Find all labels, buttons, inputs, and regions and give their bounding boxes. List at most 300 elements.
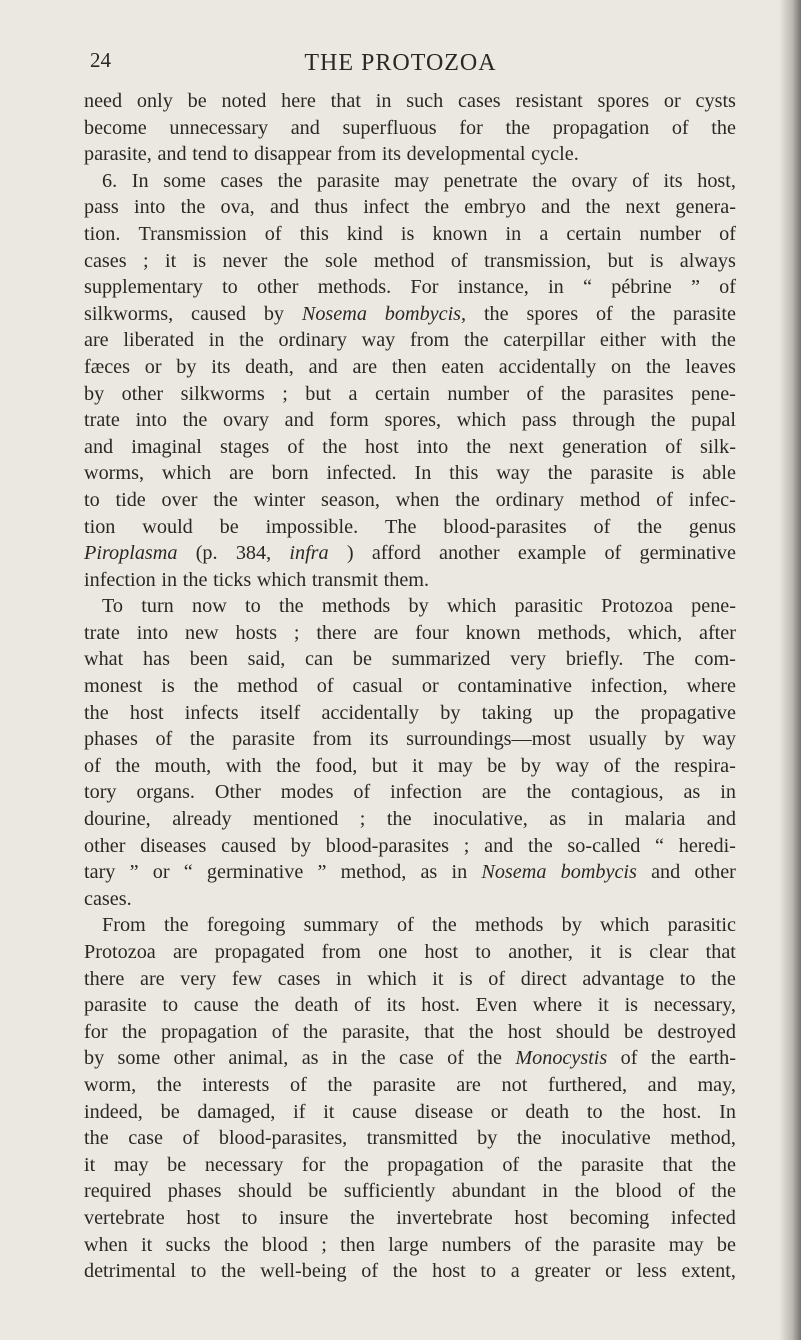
word: the	[322, 435, 347, 458]
text-line	[84, 1019, 736, 1046]
word: the	[505, 116, 531, 139]
word: be	[167, 1153, 187, 1176]
word: to	[162, 994, 179, 1017]
word: of	[361, 1260, 379, 1283]
word: only	[136, 90, 173, 112]
word: winter	[253, 488, 306, 511]
word: parasite	[592, 1233, 656, 1256]
text-line	[84, 700, 736, 727]
word: detrimental	[84, 1260, 176, 1283]
word: of	[488, 967, 506, 990]
word: resistant	[515, 90, 583, 112]
word: itself	[259, 701, 301, 724]
word: ova,	[220, 196, 255, 219]
text-line	[84, 859, 736, 886]
word: from	[321, 941, 361, 963]
word: and	[484, 834, 514, 857]
word: where	[532, 994, 583, 1017]
word: other	[121, 382, 164, 405]
word: the	[547, 462, 573, 485]
word: modes	[280, 781, 334, 804]
word: which	[367, 967, 417, 990]
word: number	[447, 382, 510, 405]
word: 384,	[235, 542, 272, 565]
word: methods,	[537, 621, 611, 644]
word: advantage	[582, 967, 665, 990]
word: its	[663, 169, 683, 192]
word: infection	[84, 568, 156, 591]
word: but	[371, 754, 398, 777]
word: 6.	[102, 169, 118, 192]
word: or	[605, 1260, 622, 1283]
word: by	[84, 1047, 105, 1070]
word: some	[117, 1047, 161, 1070]
word: worms,	[84, 462, 145, 485]
word: cases	[277, 967, 321, 990]
word: when	[84, 1233, 128, 1256]
word: propagation	[552, 116, 650, 139]
text-line	[84, 274, 736, 301]
word: pupal	[691, 409, 736, 432]
word: and	[651, 861, 681, 884]
word: From	[102, 914, 146, 937]
word: summarized	[391, 648, 491, 671]
word: pass	[521, 409, 557, 432]
word: the	[554, 1233, 580, 1256]
word: for	[84, 1020, 108, 1043]
word: blood	[615, 1180, 662, 1203]
word: impossible.	[265, 515, 359, 538]
word: “	[583, 276, 592, 299]
word: In	[719, 1100, 736, 1123]
word: of	[671, 116, 689, 139]
word: “	[183, 861, 193, 884]
word: invertebrate	[396, 1206, 493, 1229]
word: the	[424, 196, 450, 219]
word: by	[290, 834, 311, 857]
word: the	[327, 1073, 353, 1096]
word: silkworms	[180, 382, 265, 405]
word: direct	[520, 967, 567, 990]
word: season,	[321, 488, 380, 511]
word: ;	[463, 834, 470, 857]
word: it	[141, 1233, 153, 1256]
word: usually	[588, 728, 647, 751]
word: afford	[371, 542, 421, 565]
word: silkworms,	[84, 302, 174, 325]
word: the	[278, 595, 304, 618]
word: )	[346, 542, 354, 565]
word: way	[496, 462, 530, 485]
word: noted	[221, 90, 267, 112]
word: of	[447, 1047, 464, 1070]
word: To	[102, 595, 124, 618]
word: contaminative	[457, 675, 572, 698]
word: the	[594, 701, 620, 724]
word: known	[465, 621, 521, 644]
word: Protozoa	[84, 941, 156, 963]
word: the	[432, 914, 457, 937]
word: into	[136, 621, 169, 644]
word: which	[600, 914, 650, 937]
italic-word: Nosema	[481, 861, 547, 884]
word: sole	[324, 249, 358, 272]
word: a	[539, 222, 549, 245]
word: embryo	[464, 196, 526, 219]
word: phases	[167, 1180, 222, 1203]
word: tion	[84, 515, 116, 538]
text-line	[84, 327, 736, 354]
word: this	[449, 462, 479, 485]
word: one	[378, 941, 408, 963]
word: ”	[690, 276, 700, 299]
word: infected	[670, 1206, 736, 1229]
word: or	[152, 861, 170, 884]
text-line	[84, 354, 736, 381]
word: such	[406, 90, 444, 112]
word: mentioned	[253, 808, 339, 831]
word: certain	[374, 382, 430, 405]
word: as	[549, 808, 567, 831]
text-line	[84, 1178, 736, 1205]
word: ;	[359, 808, 366, 831]
word: is	[624, 994, 639, 1017]
word: the	[115, 754, 141, 777]
text-line	[84, 487, 736, 514]
word: vertebrate	[84, 1206, 165, 1229]
word: method,	[670, 1127, 736, 1150]
word: host	[432, 1260, 466, 1283]
word: case	[128, 1127, 163, 1150]
word: in	[548, 276, 564, 299]
word: if	[293, 1100, 306, 1123]
word: heredi-	[678, 834, 736, 857]
word: caused	[191, 302, 246, 325]
word: instance,	[457, 276, 529, 299]
word: spores	[597, 90, 650, 112]
word: ;	[282, 382, 288, 405]
text-line	[84, 806, 736, 833]
word: tion.	[84, 222, 121, 245]
word: are	[84, 329, 109, 352]
word: the	[477, 1047, 502, 1070]
word: developmental	[406, 143, 526, 166]
word: cases	[220, 169, 264, 192]
word: the	[283, 249, 309, 272]
italic-word: bombycis,	[384, 302, 467, 325]
word: but	[305, 382, 332, 405]
word: been	[189, 648, 228, 671]
word: tend	[192, 143, 228, 166]
word: the	[468, 1020, 494, 1043]
text-line	[84, 886, 736, 913]
word: next	[625, 196, 661, 219]
word: and	[541, 196, 571, 219]
word: parasitic	[667, 914, 736, 937]
word: respira-	[674, 754, 736, 777]
word: host	[186, 1206, 220, 1229]
word: now	[192, 595, 227, 618]
word: or	[144, 355, 162, 378]
word: host.	[662, 1100, 702, 1123]
word: number	[639, 222, 702, 245]
word: host	[424, 941, 459, 963]
word: is	[670, 462, 685, 485]
word: may	[113, 1153, 149, 1176]
word: or	[663, 90, 681, 112]
word: methods	[474, 914, 544, 937]
word: Even	[475, 994, 518, 1017]
word: host	[129, 701, 164, 724]
word: the	[182, 409, 208, 432]
word: and	[157, 143, 187, 166]
word: death	[294, 994, 339, 1017]
word: through	[572, 409, 636, 432]
word: them.	[383, 568, 430, 591]
word: the	[645, 355, 671, 378]
text-line	[84, 460, 736, 487]
word: may	[394, 169, 430, 192]
word: the	[711, 967, 736, 990]
word: food,	[315, 754, 358, 777]
word: transmit	[311, 568, 378, 591]
word: of	[656, 488, 673, 511]
word: this	[299, 222, 329, 245]
word: up	[553, 701, 574, 724]
word: host,	[697, 169, 736, 192]
word: other	[694, 861, 736, 884]
word: cases.	[84, 887, 132, 910]
word: of	[502, 1153, 520, 1176]
word: large	[388, 1233, 429, 1256]
word: Protozoa	[601, 595, 673, 618]
word: and	[647, 1073, 677, 1096]
word: by	[408, 595, 429, 618]
text-line	[84, 1125, 736, 1152]
word: organs.	[136, 781, 195, 804]
word: For	[410, 276, 439, 299]
word: next	[509, 435, 544, 458]
word: clear	[649, 941, 689, 963]
word: sufficiently	[343, 1180, 436, 1203]
word: should	[238, 1180, 292, 1203]
word: blood-parasites	[325, 834, 450, 857]
word: other	[84, 834, 126, 857]
word: there	[316, 621, 357, 644]
word: is	[649, 249, 664, 272]
word: of	[526, 382, 544, 405]
word: that	[662, 1153, 693, 1176]
word: of	[182, 1127, 200, 1150]
word: parasite	[84, 994, 147, 1017]
word: eaten	[441, 355, 484, 378]
text-line	[84, 1099, 736, 1126]
word: cycle.	[531, 143, 579, 166]
word: the	[537, 1153, 563, 1176]
word: disease	[414, 1100, 474, 1123]
word: casual	[352, 675, 403, 698]
word: said,	[247, 648, 286, 671]
word: to	[245, 595, 261, 618]
word: ;	[293, 621, 300, 644]
word: of	[593, 515, 611, 538]
word: methods	[321, 595, 391, 618]
word: by	[561, 914, 582, 937]
word: the	[193, 675, 219, 698]
word: may	[668, 1233, 704, 1256]
running-title: THE PROTOZOA	[304, 50, 497, 76]
word: would	[142, 515, 193, 538]
word: caterpillar	[503, 329, 586, 352]
word: parasite	[673, 302, 736, 325]
word: of	[678, 1180, 695, 1203]
word: of	[719, 222, 736, 245]
text-line	[84, 912, 736, 939]
word: its	[211, 355, 231, 378]
word: not	[501, 1073, 528, 1096]
word: infec-	[688, 488, 736, 511]
word: it	[432, 967, 444, 990]
word: tary	[84, 861, 116, 884]
word: it	[323, 1100, 335, 1123]
word: The	[385, 515, 417, 538]
word: the	[239, 329, 264, 352]
word: propagation	[387, 1153, 484, 1176]
word: the	[455, 488, 480, 511]
word: of	[620, 1047, 638, 1070]
word: silk-	[700, 435, 736, 458]
word: few	[231, 967, 263, 990]
word: trate	[84, 621, 120, 644]
italic-word: Piroplasma	[84, 542, 178, 565]
word: in	[587, 808, 604, 831]
word: which	[446, 595, 497, 618]
word: propagation	[160, 1020, 258, 1043]
word: transmitted	[366, 1127, 458, 1150]
word: germinative	[639, 542, 736, 565]
word: able	[702, 462, 736, 485]
word: and	[284, 409, 314, 432]
word: imaginal	[131, 435, 202, 458]
word: greater	[534, 1260, 591, 1283]
word: what	[84, 648, 124, 671]
word: trate	[84, 409, 120, 432]
word: infect	[363, 196, 410, 219]
text-line	[84, 248, 736, 275]
word: transmission,	[484, 249, 592, 272]
word: penetrate	[443, 169, 518, 192]
word: the	[84, 1127, 109, 1150]
word: inoculative	[561, 1127, 651, 1150]
word: of	[603, 754, 621, 777]
word: propagative	[640, 701, 736, 724]
word: genera-	[675, 196, 736, 219]
word: into	[134, 196, 166, 219]
word: for	[301, 1153, 326, 1176]
word: the	[213, 488, 238, 511]
word: method	[579, 488, 641, 511]
word: malaria	[624, 808, 686, 831]
page-header	[0, 48, 801, 82]
word: of	[271, 1020, 289, 1043]
word: the	[189, 728, 215, 751]
word: parasite,	[84, 143, 152, 166]
word: the	[463, 329, 489, 352]
word: blood-parasites	[443, 515, 567, 538]
word: thus	[314, 196, 348, 219]
word: interests	[202, 1073, 270, 1096]
word: is	[459, 967, 473, 990]
text-line	[84, 646, 736, 673]
word: spores,	[384, 409, 442, 432]
text-line	[84, 620, 736, 647]
word: numbers	[441, 1233, 512, 1256]
word: on	[611, 355, 632, 378]
word: are	[140, 967, 165, 990]
word: of	[287, 435, 305, 458]
word: a	[510, 1260, 520, 1283]
word: the	[360, 1047, 386, 1070]
text-line	[84, 221, 736, 248]
word: required	[84, 1180, 152, 1203]
word: inoculative,	[433, 808, 528, 831]
word: another	[439, 542, 500, 565]
word: ”	[317, 861, 327, 884]
word: ovary	[223, 409, 269, 432]
word: case	[399, 1047, 434, 1070]
text-line	[84, 1152, 736, 1179]
text-line	[84, 726, 736, 753]
word: are	[373, 621, 399, 644]
word: need	[84, 90, 123, 112]
word: be	[308, 1180, 328, 1203]
word: other	[257, 276, 299, 299]
word: and	[308, 355, 338, 378]
word: The	[643, 648, 675, 671]
word: of	[353, 781, 371, 804]
word: the	[276, 754, 301, 777]
word: of	[316, 675, 334, 698]
word: to	[586, 1100, 603, 1123]
word: sucks	[165, 1233, 211, 1256]
word: of	[354, 994, 371, 1017]
word: methods.	[317, 276, 392, 299]
word: it	[165, 249, 177, 272]
word: into	[416, 435, 449, 458]
text-line	[84, 567, 736, 594]
text-line	[84, 966, 736, 993]
word: when	[395, 488, 440, 511]
word: already	[172, 808, 232, 831]
word: that	[330, 90, 361, 112]
word: summary	[303, 914, 379, 937]
word: be	[352, 648, 372, 671]
word: the	[84, 701, 109, 724]
word: superfluous	[342, 116, 437, 139]
word: over	[161, 488, 198, 511]
word: parasite	[232, 728, 295, 751]
word: ticks	[213, 568, 252, 591]
word: is	[192, 249, 207, 272]
word: very	[180, 967, 217, 990]
word: from	[410, 329, 450, 352]
word: become	[84, 116, 147, 139]
word: parasite	[590, 462, 654, 485]
word: worm,	[84, 1073, 137, 1096]
word: pébrine	[611, 276, 672, 299]
word: ovary	[571, 169, 618, 192]
word: born	[271, 462, 309, 485]
